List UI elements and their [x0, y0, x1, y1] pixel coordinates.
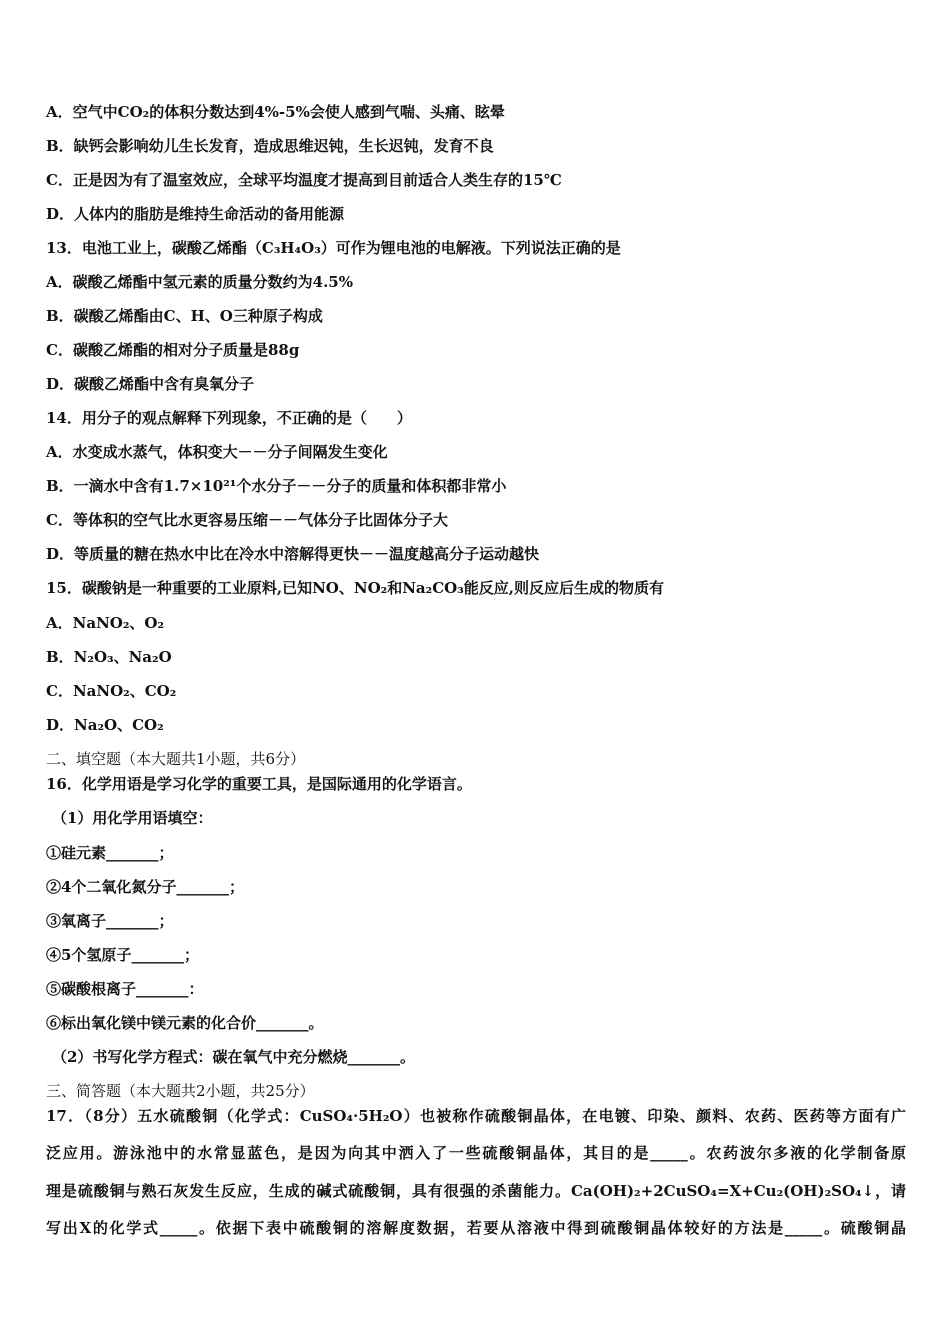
q16-item-4: ④5个氢原子_______； — [46, 946, 199, 964]
q16-item-5: ⑤碳酸根离子_______： — [46, 980, 204, 998]
q17-line-4: 写出X的化学式_____。依据下表中硫酸铜的溶解度数据，若要从溶液中得到硫酸铜晶体较好的方法是_____。硫酸铜晶 — [46, 1219, 906, 1237]
q12-option-d: D．人体内的脂肪是维持生命活动的备用能源 — [46, 205, 345, 223]
q16-item-1: ①硅元素_______； — [46, 844, 174, 862]
q16-stem: 16．化学用语是学习化学的重要工具，是国际通用的化学语言。 — [46, 775, 472, 793]
q15-option-c: C．NaNO₂、CO₂ — [46, 682, 177, 700]
q13-option-a: A．碳酸乙烯酯中氢元素的质量分数约为4.5% — [46, 273, 353, 291]
q14-stem: 14．用分子的观点解释下列现象，不正确的是（ ） — [46, 409, 412, 427]
q14-option-d: D．等质量的糖在热水中比在冷水中溶解得更快－－温度越高分子运动越快 — [46, 545, 540, 563]
q16-part1: （1）用化学用语填空： — [52, 809, 213, 827]
q15-option-d: D．Na₂O、CO₂ — [46, 716, 164, 734]
section-3-heading: 三、简答题（本大题共2小题，共25分） — [46, 1082, 315, 1100]
q17-line-2: 泛应用。游泳池中的水常显蓝色，是因为向其中洒入了一些硫酸铜晶体，其目的是_____。农药波尔多液的化学制备原 — [46, 1144, 906, 1162]
q17-line-3: 理是硫酸铜与熟石灰发生反应，生成的碱式硫酸铜，具有很强的杀菌能力。Ca(OH)₂+2CuSO₄=X+Cu₂(OH)₂SO₄↓，请 — [46, 1182, 906, 1200]
q17-line-1: 17．（8分）五水硫酸铜（化学式：CuSO₄·5H₂O）也被称作硫酸铜晶体，在电镀、印染、颜料、农药、医药等方面有广 — [46, 1107, 906, 1125]
q12-option-b: B．缺钙会影响幼儿生长发育，造成思维迟钝，生长迟钝，发育不良 — [46, 137, 494, 155]
q15-stem: 15．碳酸钠是一种重要的工业原料,已知NO、NO₂和Na₂CO₃能反应,则反应后生成的物质有 — [46, 579, 665, 597]
q16-item-2: ②4个二氧化氮分子_______； — [46, 878, 244, 896]
q14-option-b: B．一滴水中含有1.7×10²¹个水分子－－分子的质量和体积都非常小 — [46, 477, 507, 495]
q15-option-a: A．NaNO₂、O₂ — [46, 614, 165, 632]
q12-option-a: A．空气中CO₂的体积分数达到4%-5%会使人感到气喘、头痛、眩晕 — [46, 103, 505, 121]
q13-option-d: D．碳酸乙烯酯中含有臭氧分子 — [46, 375, 255, 393]
q13-option-c: C．碳酸乙烯酯的相对分子质量是88g — [46, 341, 300, 359]
q16-part2: （2）书写化学方程式：碳在氧气中充分燃烧_______。 — [52, 1048, 415, 1066]
q13-option-b: B．碳酸乙烯酯由C、H、O三种原子构成 — [46, 307, 323, 325]
q16-item-3: ③氧离子_______； — [46, 912, 174, 930]
section-2-heading: 二、填空题（本大题共1小题，共6分） — [46, 750, 306, 768]
q15-option-b: B．N₂O₃、Na₂O — [46, 648, 172, 666]
q14-option-c: C．等体积的空气比水更容易压缩－－气体分子比固体分子大 — [46, 511, 448, 529]
q13-stem: 13．电池工业上，碳酸乙烯酯（C₃H₄O₃）可作为锂电池的电解液。下列说法正确的是 — [46, 239, 621, 257]
q14-option-a: A．水变成水蒸气，体积变大－－分子间隔发生变化 — [46, 443, 388, 461]
q12-option-c: C．正是因为有了温室效应，全球平均温度才提高到目前适合人类生存的15℃ — [46, 171, 562, 189]
q16-item-6: ⑥标出氧化镁中镁元素的化合价_______。 — [46, 1014, 324, 1032]
